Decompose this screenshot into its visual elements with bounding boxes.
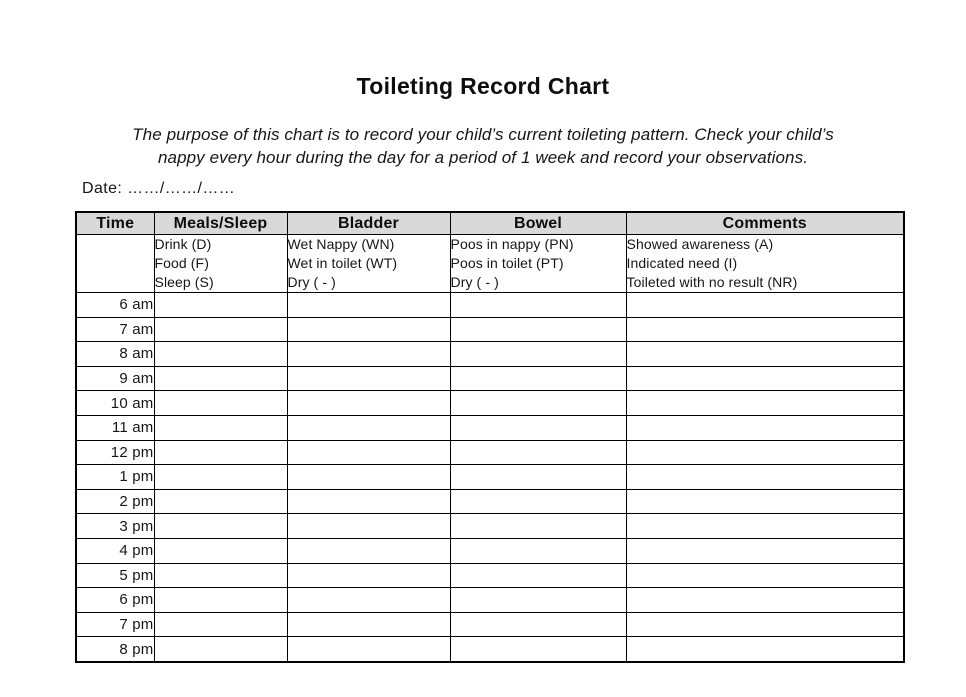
- entry-cell-meals: [154, 514, 287, 539]
- header-row: [76, 212, 904, 235]
- key-line: Toileted with no result (NR): [626, 274, 798, 290]
- entry-cell-bowel: [450, 588, 626, 613]
- entry-cell-comments: [626, 391, 904, 416]
- table-row: [76, 415, 904, 440]
- entry-cell-meals: [154, 637, 287, 662]
- entry-cell-comments: [626, 465, 904, 490]
- table-row: [76, 317, 904, 342]
- entry-cell-meals: [154, 588, 287, 613]
- entry-cell-bladder: [287, 366, 450, 391]
- entry-cell-meals: [154, 612, 287, 637]
- time-label: 2 pm: [76, 489, 154, 514]
- key-line: Dry ( - ): [450, 274, 499, 290]
- table-row: [76, 391, 904, 416]
- entry-cell-bowel: [450, 391, 626, 416]
- entry-cell-comments: [626, 342, 904, 367]
- time-label: 5 pm: [76, 563, 154, 588]
- entry-cell-bladder: [287, 440, 450, 465]
- table-row: [76, 366, 904, 391]
- time-label: 3 pm: [76, 514, 154, 539]
- entry-cell-meals: [154, 440, 287, 465]
- entry-cell-comments: [626, 563, 904, 588]
- column-header-time: Time: [76, 212, 154, 235]
- time-label: 7 am: [76, 317, 154, 342]
- table-row: [76, 563, 904, 588]
- entry-cell-bladder: [287, 293, 450, 318]
- key-cell-bowel: [450, 235, 626, 293]
- entry-cell-comments: [626, 366, 904, 391]
- key-cell-comments: [626, 235, 904, 293]
- table-row: [76, 342, 904, 367]
- entry-cell-bladder: [287, 317, 450, 342]
- entry-cell-bladder: [287, 342, 450, 367]
- entry-cell-bladder: [287, 637, 450, 662]
- entry-cell-bowel: [450, 637, 626, 662]
- entry-cell-bowel: [450, 563, 626, 588]
- entry-cell-meals: [154, 538, 287, 563]
- time-label: 8 pm: [76, 637, 154, 662]
- entry-cell-bowel: [450, 514, 626, 539]
- entry-cell-bladder: [287, 465, 450, 490]
- key-line: Sleep (S): [154, 274, 214, 290]
- entry-cell-bowel: [450, 538, 626, 563]
- entry-cell-bladder: [287, 415, 450, 440]
- entry-cell-meals: [154, 563, 287, 588]
- entry-cell-meals: [154, 317, 287, 342]
- page-title: Toileting Record Chart: [356, 73, 610, 99]
- time-label: 6 am: [76, 293, 154, 318]
- key-cell-meals: [154, 235, 287, 293]
- entry-cell-bladder: [287, 514, 450, 539]
- key-line: Wet Nappy (WN): [287, 236, 395, 252]
- entry-cell-comments: [626, 538, 904, 563]
- intro-line-1: The purpose of this chart is to record your child’s current toileting pattern. Check your child’s: [132, 125, 834, 144]
- key-line: Poos in toilet (PT): [450, 255, 564, 271]
- column-header-bowel: Bowel: [450, 212, 626, 235]
- key-line: Poos in nappy (PN): [450, 236, 574, 252]
- key-line: Showed awareness (A): [626, 236, 774, 252]
- time-label: 8 am: [76, 342, 154, 367]
- entry-cell-bowel: [450, 317, 626, 342]
- entry-cell-bladder: [287, 391, 450, 416]
- table-row: [76, 440, 904, 465]
- entry-cell-comments: [626, 415, 904, 440]
- time-label: 12 pm: [76, 440, 154, 465]
- entry-cell-meals: [154, 415, 287, 440]
- time-label: 1 pm: [76, 465, 154, 490]
- column-header-bladder: Bladder: [287, 212, 450, 235]
- key-cell-bladder: [287, 235, 450, 293]
- entry-cell-bladder: [287, 489, 450, 514]
- entry-cell-bladder: [287, 538, 450, 563]
- key-line: Wet in toilet (WT): [287, 255, 398, 271]
- entry-cell-comments: [626, 293, 904, 318]
- intro-line-2: nappy every hour during the day for a period of 1 week and record your observations.: [157, 148, 809, 167]
- entry-cell-comments: [626, 317, 904, 342]
- table-row: [76, 637, 904, 662]
- entry-cell-bladder: [287, 588, 450, 613]
- entry-cell-meals: [154, 342, 287, 367]
- entry-cell-bowel: [450, 465, 626, 490]
- entry-cell-bowel: [450, 293, 626, 318]
- time-label: 4 pm: [76, 538, 154, 563]
- time-label: 10 am: [76, 391, 154, 416]
- key-line: Food (F): [154, 255, 209, 271]
- table-row: [76, 465, 904, 490]
- entry-cell-comments: [626, 637, 904, 662]
- entry-cell-meals: [154, 366, 287, 391]
- key-line: Indicated need (I): [626, 255, 738, 271]
- date-field: Date: ……/……/……: [82, 180, 236, 197]
- key-line: Drink (D): [154, 236, 212, 252]
- table-row: [76, 588, 904, 613]
- entry-cell-bowel: [450, 489, 626, 514]
- time-label: 11 am: [76, 415, 154, 440]
- toileting-record-table: [75, 211, 905, 663]
- intro-paragraph: [43, 123, 923, 169]
- entry-cell-bowel: [450, 440, 626, 465]
- entry-cell-meals: [154, 465, 287, 490]
- entry-cell-bowel: [450, 612, 626, 637]
- entry-cell-meals: [154, 293, 287, 318]
- entry-cell-meals: [154, 391, 287, 416]
- table-row: [76, 514, 904, 539]
- entry-cell-bladder: [287, 612, 450, 637]
- column-header-meals: Meals/Sleep: [154, 212, 287, 235]
- table-row: [76, 612, 904, 637]
- entry-cell-bowel: [450, 415, 626, 440]
- entry-cell-comments: [626, 514, 904, 539]
- key-cell-time: [76, 235, 154, 293]
- key-line: Dry ( - ): [287, 274, 336, 290]
- entry-cell-bladder: [287, 563, 450, 588]
- entry-cell-meals: [154, 489, 287, 514]
- key-row: [76, 235, 904, 293]
- time-label: 9 am: [76, 366, 154, 391]
- entry-cell-comments: [626, 489, 904, 514]
- table-row: [76, 293, 904, 318]
- table-row: [76, 489, 904, 514]
- entry-cell-comments: [626, 588, 904, 613]
- time-rows: [76, 293, 904, 662]
- column-header-comments: Comments: [626, 212, 904, 235]
- entry-cell-bowel: [450, 366, 626, 391]
- time-label: 6 pm: [76, 588, 154, 613]
- entry-cell-bowel: [450, 342, 626, 367]
- table-row: [76, 538, 904, 563]
- entry-cell-comments: [626, 440, 904, 465]
- time-label: 7 pm: [76, 612, 154, 637]
- entry-cell-comments: [626, 612, 904, 637]
